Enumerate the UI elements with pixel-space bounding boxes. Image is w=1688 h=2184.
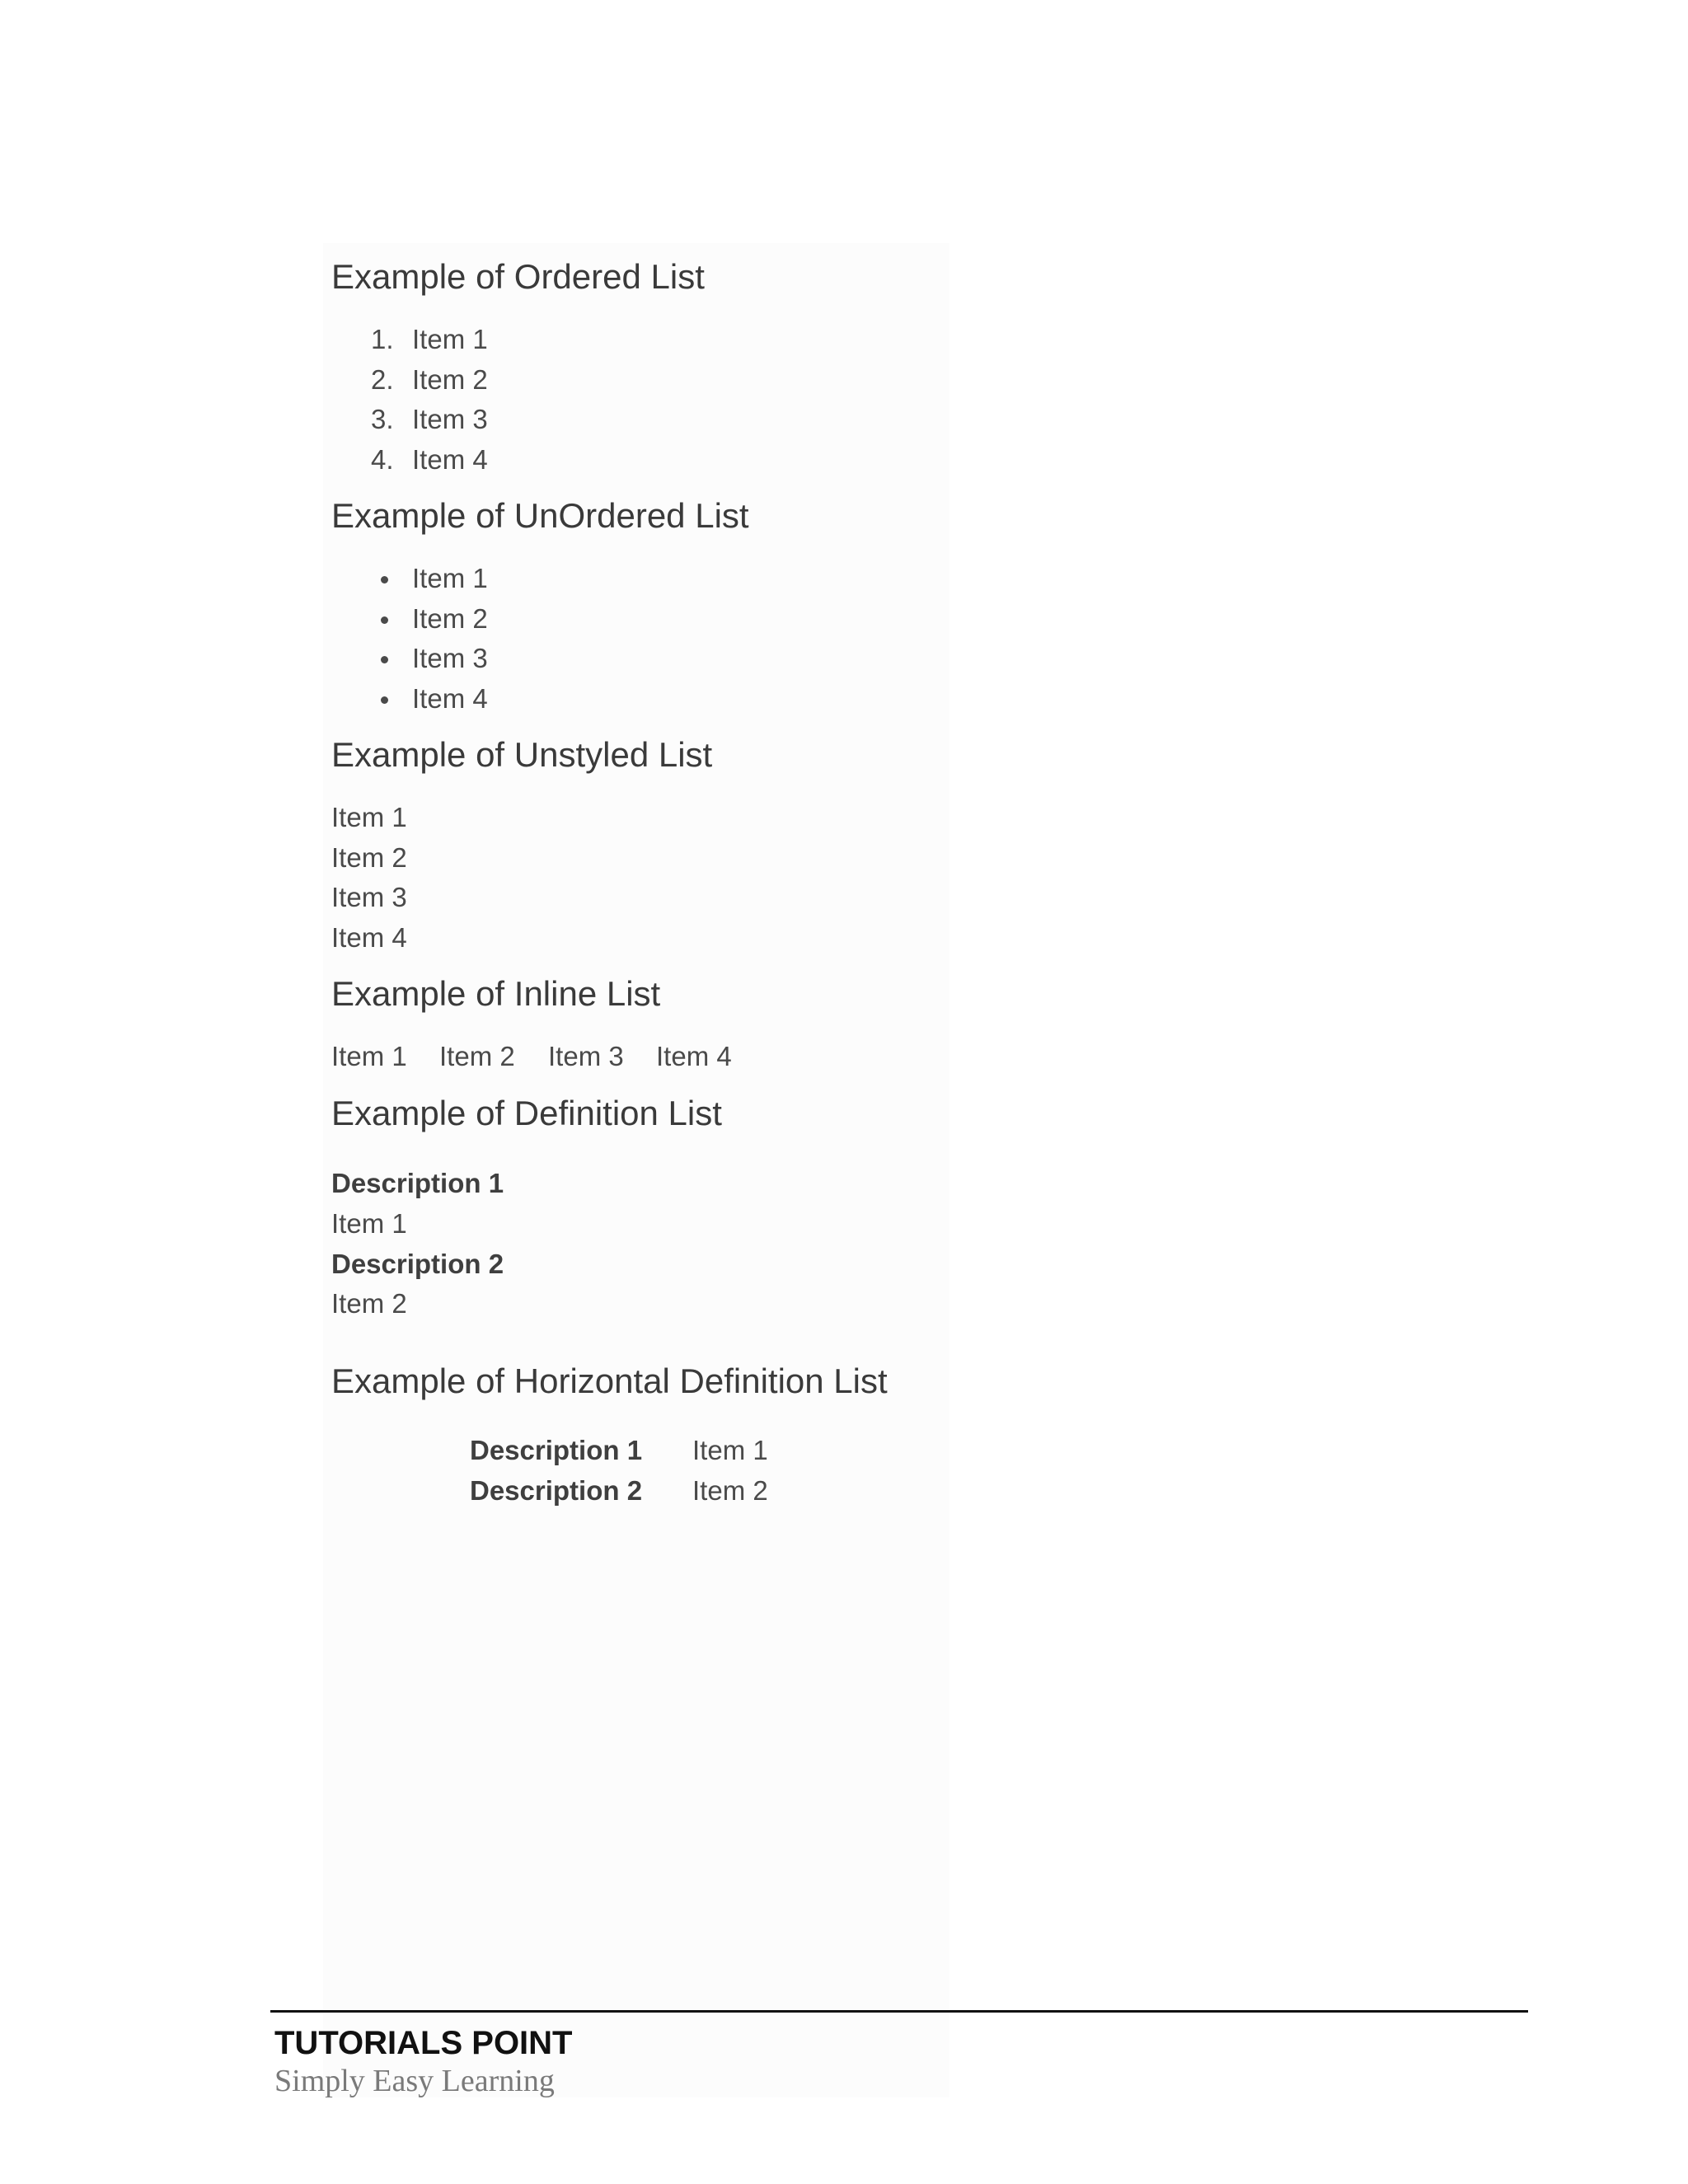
definition-term: Description 1 xyxy=(331,1168,504,1198)
inline-list-item: Item 1 xyxy=(331,1041,407,1071)
inline-list-item: Item 3 xyxy=(548,1041,624,1071)
ordered-list-marker: 4. xyxy=(371,444,394,475)
footer-tagline: Simply Easy Learning xyxy=(274,2064,555,2098)
horizontal-definition-term: Description 2 xyxy=(470,1475,643,1506)
footer-title: TUTORIALS POINT xyxy=(274,2025,573,2061)
ordered-list-heading: Example of Ordered List xyxy=(331,257,705,296)
horizontal-definition-description: Item 1 xyxy=(692,1435,768,1465)
unstyled-list-heading: Example of Unstyled List xyxy=(331,735,713,774)
bullet-icon xyxy=(381,576,388,583)
ordered-list-marker: 1. xyxy=(371,324,394,354)
unordered-list-heading: Example of UnOrdered List xyxy=(331,496,749,535)
unordered-list-item: Item 2 xyxy=(412,603,488,634)
horizontal-definition-description: Item 2 xyxy=(692,1475,768,1506)
unstyled-list-item: Item 1 xyxy=(331,802,407,832)
unstyled-list-item: Item 3 xyxy=(331,882,407,912)
bullet-icon xyxy=(381,696,388,704)
ordered-list-item: Item 4 xyxy=(412,444,488,475)
definition-term: Description 2 xyxy=(331,1249,504,1279)
inline-list-item: Item 2 xyxy=(439,1041,515,1071)
bullet-icon xyxy=(381,656,388,663)
unstyled-list-item: Item 2 xyxy=(331,842,407,873)
bullet-icon xyxy=(381,616,388,624)
unordered-list-item: Item 4 xyxy=(412,683,488,714)
ordered-list-item: Item 3 xyxy=(412,404,488,434)
unordered-list-item: Item 1 xyxy=(412,563,488,593)
footer-divider xyxy=(270,2010,1528,2013)
ordered-list-item: Item 1 xyxy=(412,324,488,354)
definition-description: Item 1 xyxy=(331,1208,407,1239)
definition-list-heading: Example of Definition List xyxy=(331,1094,722,1132)
inline-list-heading: Example of Inline List xyxy=(331,974,661,1013)
horizontal-definition-term: Description 1 xyxy=(470,1435,643,1465)
unstyled-list-item: Item 4 xyxy=(331,922,407,953)
unordered-list-item: Item 3 xyxy=(412,643,488,673)
inline-list-item: Item 4 xyxy=(656,1041,732,1071)
horizontal-definition-list-heading: Example of Horizontal Definition List xyxy=(331,1361,888,1400)
definition-description: Item 2 xyxy=(331,1288,407,1319)
ordered-list-marker: 3. xyxy=(371,404,394,434)
ordered-list-item: Item 2 xyxy=(412,364,488,395)
ordered-list-marker: 2. xyxy=(371,364,394,395)
